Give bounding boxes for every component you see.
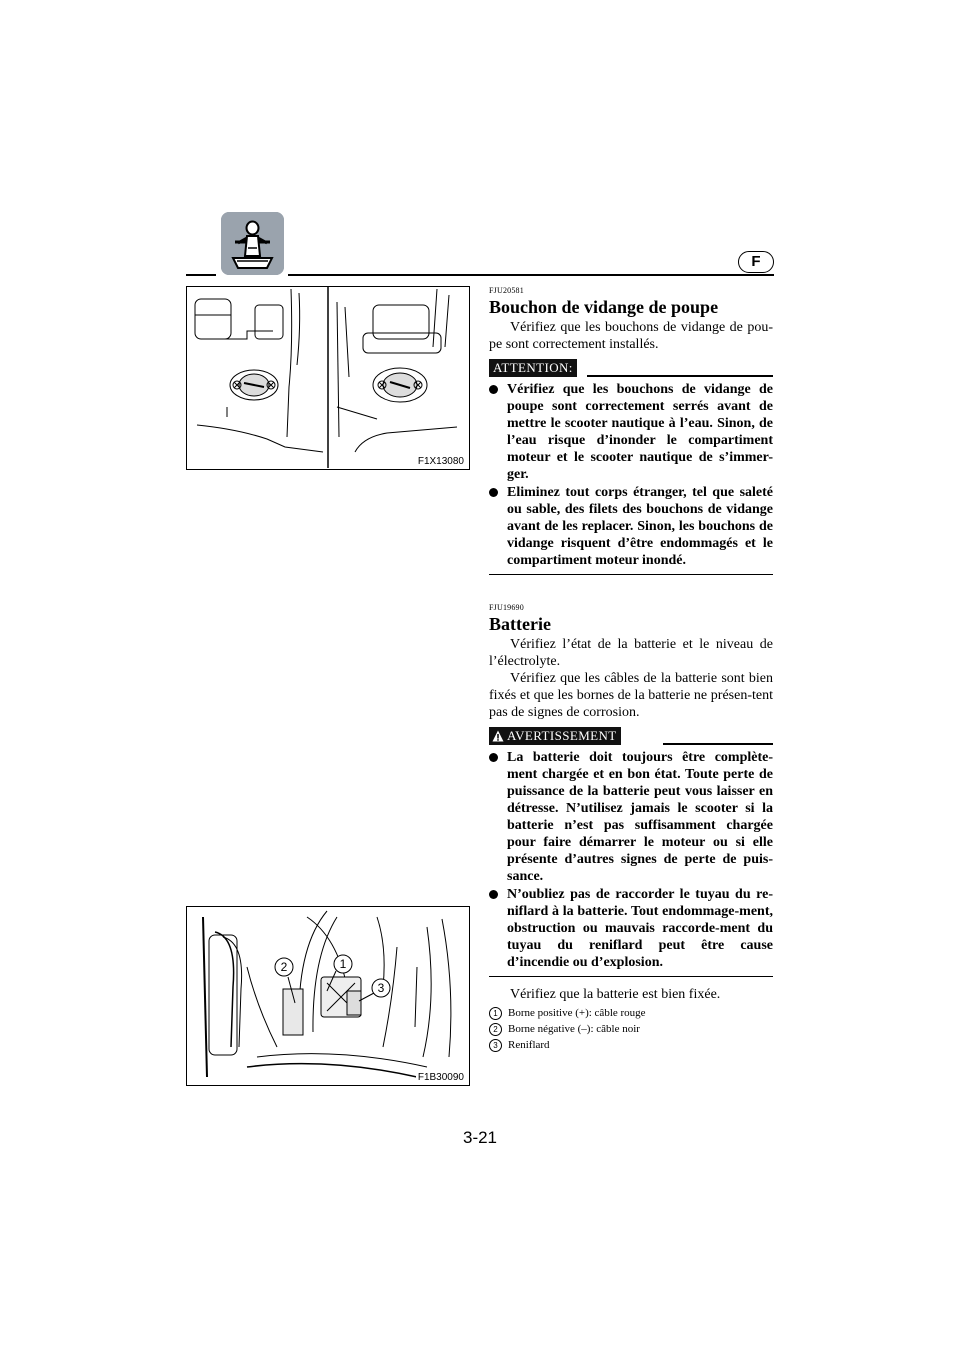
text-column: [489, 286, 773, 1053]
header-rule-right: [288, 274, 774, 276]
battery-figure: [186, 906, 470, 1086]
watercraft-rider-icon: [221, 212, 284, 275]
section-code: FJU19690: [489, 603, 524, 612]
legend-number: 2: [489, 1023, 502, 1036]
paragraph: Vérifiez l’état de la batterie et le niveau de l’électrolyte.: [489, 637, 773, 669]
bullet-icon: [489, 890, 498, 899]
caution-bullet: Vérifiez que les bouchons de vidange de poupe sont correctement serrés avant de mettre le scooter nautique à l’eau. Sinon, de l’eau risque d’inonder le compartiment moteur et le scooter nautique de s’immer-ger.: [489, 381, 773, 483]
language-badge: F: [738, 251, 774, 273]
paragraph: Vérifiez que la batterie est bien fixée.: [510, 987, 721, 1002]
caution-label: ATTENTION:: [489, 359, 577, 377]
header-rule-left: [186, 274, 216, 276]
caution-rule: [587, 375, 773, 377]
paragraph: Vérifiez que les câbles de la batterie sont bien fixés et que les bornes de la batterie ne présen-tent pas de signes de corrosion.: [489, 671, 773, 720]
warning-bullet: La batterie doit toujours être complète-ment chargée et en bon état. Toute perte de puissance de la batterie peut vous laisser en détresse. N’utilisez jamais le scooter si la batterie n’est pas suffisamment chargée pour faire démarrer le moteur ou si elle présente d’autres signes de perte de puis-sance.: [489, 749, 773, 885]
callout-1: 1: [339, 957, 347, 971]
section-code: FJU20581: [489, 286, 524, 295]
legend-number: 3: [489, 1039, 502, 1052]
legend-item: 1 Borne positive (+): câble rouge: [489, 1005, 773, 1021]
section-title: Batterie: [489, 614, 551, 634]
caution-bullet: Eliminez tout corps étranger, tel que saleté ou sable, des filets des bouchons de vidange avant de les replacer. Sinon, les bouchons de vidange risquent d’être endommagés et le compartiment moteur inondé.: [489, 484, 773, 569]
bullet-icon: [489, 753, 498, 762]
legend-item: 2 Borne négative (–): câble noir: [489, 1021, 773, 1037]
section-title: Bouchon de vidange de poupe: [489, 297, 719, 317]
callout-2: 2: [280, 960, 288, 974]
warning-header: [489, 727, 773, 745]
figure-code: F1B30090: [417, 1072, 464, 1083]
warning-label: AVERTISSEMENT: [489, 727, 621, 745]
warning-bullet: N’oubliez pas de raccorder le tuyau du re-niflard à la batterie. Tout endommage-ment, obstruction ou mauvais raccorde-ment du tuyau du reniflard peut être cause d’incendie ou d’explosion.: [489, 886, 773, 971]
caution-box: [489, 381, 773, 575]
legend-item: 3 Reniflard: [489, 1037, 773, 1053]
battery-illustration: [187, 907, 468, 1084]
warning-rule: [663, 743, 773, 745]
bullet-icon: [489, 488, 498, 497]
warning-triangle-icon: [492, 730, 504, 742]
caution-header: [489, 359, 773, 377]
warning-box: [489, 749, 773, 977]
paragraph: Vérifiez que les bouchons de vidange de pou-pe sont correctement installés.: [489, 320, 773, 352]
drain-plugs-illustration: [187, 287, 468, 468]
figure-code: F1X13080: [417, 456, 464, 467]
page-number: 3-21: [462, 1128, 498, 1147]
bullet-icon: [489, 385, 498, 394]
drain-plugs-figure: [186, 286, 470, 470]
legend-number: 1: [489, 1007, 502, 1020]
callout-3: 3: [377, 981, 385, 995]
